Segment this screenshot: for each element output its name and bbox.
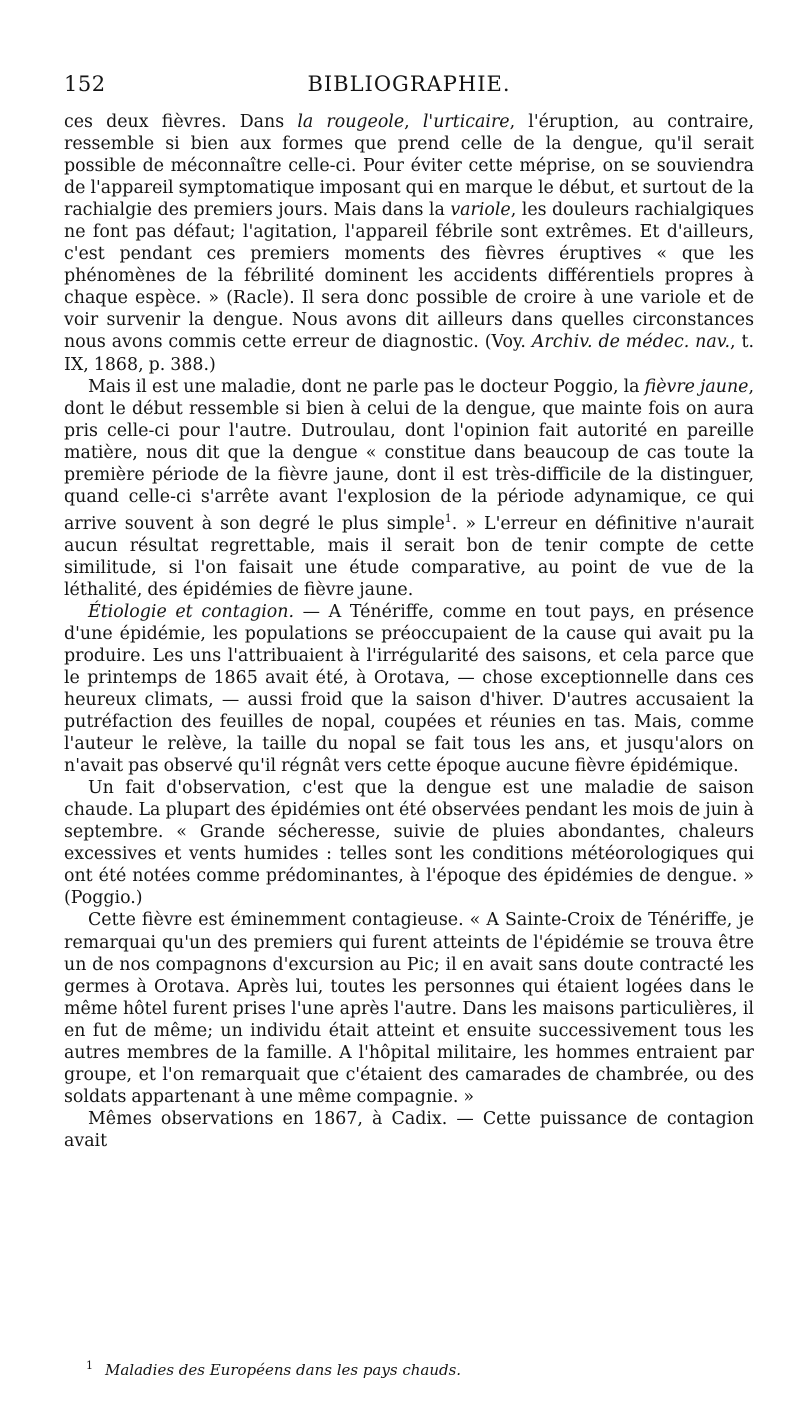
footnote-text: Maladies des Européens dans les pays chauds.	[105, 1361, 462, 1379]
text-run: Un fait d'observation, c'est que la dengue est une maladie de saison chaude. La plupart des épidémies ont été observées pendant les mois de juin à septembre. « Grande sécheresse, suivie de pluies abondantes, chaleurs excessives et vents humides : telles sont les conditions météorologiques qui ont été notées comme prédominantes, à l'époque des épidémies de dengue. » (Poggio.)	[64, 778, 754, 909]
text-run: Mais il est une maladie, dont ne parle pas le docteur Poggio, la	[88, 376, 645, 397]
paragraph-p5	[64, 909, 754, 1107]
italic-text: Étiologie et contagion.	[88, 601, 294, 622]
text-run: Cette fièvre est éminemment contagieuse. « A Sainte-Croix de Ténériffe, je remarquai qu'un des premiers qui furent atteints de l'épidémie se trouva être un de nos compagnons d'excursion au Pic; il en avait sans doute contracté les germes à Orotava. Après lui, toutes les personnes qui étaient logées dans le même hôtel furent prises l'une après l'autre. Dans les maisons particulières, il en fut de même; un individu était atteint et ensuite successivement tous les autres membres de la famille. A l'hôpital militaire, les hommes entraient par groupe, et l'on remarquait que c'étaient des camarades de chambrée, ou des soldats appartenant à une même compagnie. »	[64, 910, 754, 1107]
italic-text: la rougeole	[297, 112, 405, 132]
text-run: , les douleurs rachialgiques ne font pas défaut; l'agitation, l'appareil fébrile sont extrêmes. Et d'ailleurs, c'est pendant ces premiers moments des fièvres éruptives « que les phénomènes de la fébrilité dominent les accidents différentiels propres à chaque espèce. » (Racle). Il sera donc possible de croire à une variole et de voir survenir la dengue. Nous avons dit ailleurs dans quelles circonstances nous avons commis cette erreur de diagnostic. (Voy.	[64, 200, 754, 353]
text-run: . » L'erreur en définitive n'aurait aucun résultat regrettable, mais il serait bon de tenir compte de cette similitude, si l'on faisait une étude comparative, au point de vue de la léthalité, des épidémies de fièvre jaune.	[64, 513, 754, 600]
page-number: 152	[64, 72, 106, 96]
text-run: , l'éruption, au contraire, ressemble si bien aux formes que prend celle de la dengue, qu'il serait possible de méconnaître celle-ci. Pour éviter cette méprise, on se souviendra de l'appareil symptomatique imposant qui en marque le début, et surtout de la rachialgie des premiers jours. Mais dans la	[64, 112, 754, 221]
body-text	[64, 111, 754, 1152]
text-run: ,	[404, 112, 423, 132]
paragraph-p4	[64, 777, 754, 909]
italic-text: variole	[450, 200, 511, 221]
text-run: , t. IX, 1868, p. 388.)	[64, 332, 754, 375]
running-head: BIBLIOGRAPHIE.	[307, 72, 511, 96]
italic-text: fièvre jaune	[644, 376, 749, 397]
text-run: , dont le début ressemble si bien à celui de la dengue, que mainte fois on aura pris celle-ci pour l'autre. Dutroulau, dont l'opinion fait autorité en pareille matière, nous dit que la dengue « constitue dans beaucoup de cas toute la première période de la fièvre jaune, dont il est très-difficile de la distinguer, quand celle-ci s'arrête avant l'explosion de la période adynamique, ce qui arrive souvent à son degré le plus simple	[64, 376, 754, 534]
footnote	[86, 1356, 746, 1380]
paragraph-p6	[64, 1108, 754, 1152]
text-run: ces deux fièvres. Dans	[64, 112, 298, 132]
text-run: — A Ténériffe, comme en tout pays, en présence d'une épidémie, les populations se préoccupaient de la cause qui avait pu la produire. Les uns l'attribuaient à l'irrégularité des saisons, et cela parce que le printemps de 1865 avait été, à Orotava, — chose exceptionnelle dans ces heureux climats, — aussi froid que la saison d'hiver. D'autres accusaient la putréfaction des feuilles de nopal, coupées et réunies en tas. Mais, comme l'auteur le relève, la taille du nopal se fait tous les ans, et jusqu'alors on n'avait pas observé qu'il régnât vers cette époque aucune fièvre épidémique.	[64, 601, 754, 777]
page-header	[64, 72, 754, 102]
paragraph-p2	[64, 376, 754, 601]
paragraph-p1	[64, 111, 754, 376]
italic-text: l'urticaire	[422, 112, 510, 132]
footnote-reference: 1	[444, 511, 452, 525]
italic-text: Archiv. de médec. nav.	[531, 332, 731, 353]
paragraph-p3	[64, 601, 754, 777]
text-run: Mêmes observations en 1867, à Cadix. — Cette puissance de contagion avait	[64, 1108, 754, 1151]
footnote-marker: 1	[86, 1359, 93, 1372]
